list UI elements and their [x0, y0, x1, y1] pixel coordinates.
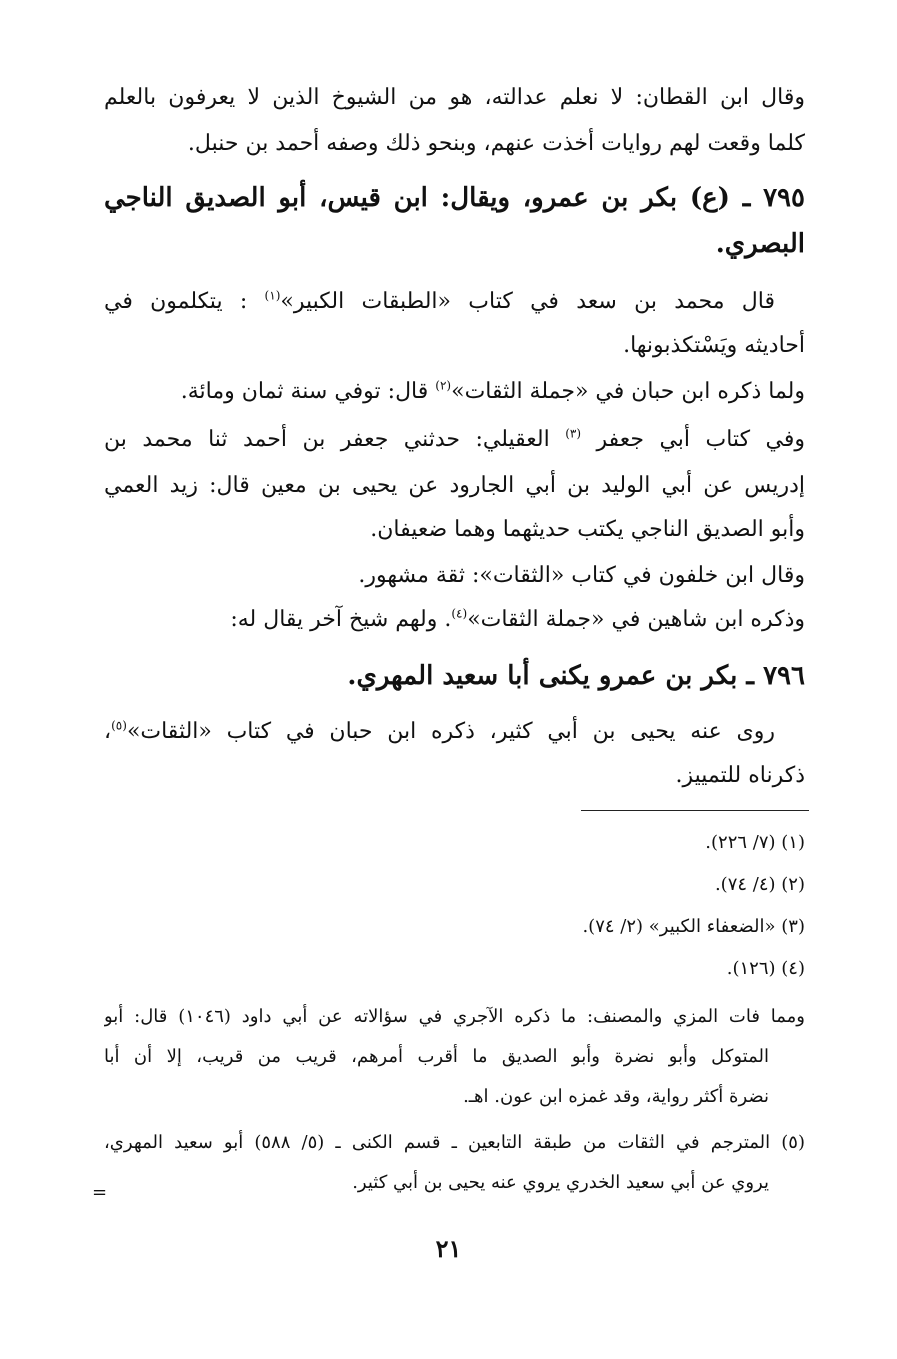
footnote-ref: (١)	[264, 288, 281, 303]
footnote-1: (١) (٧/ ٢٢٦).	[705, 832, 805, 853]
body-line	[104, 420, 805, 460]
entry-heading-795-cont: البصري.	[715, 229, 805, 259]
text: ولما ذكره ابن حبان في «جملة الثقات»	[451, 379, 805, 404]
text: : يتكلمون في	[104, 289, 248, 314]
footnote-2: (٢) (٤/ ٧٤).	[714, 874, 805, 895]
text: قال: توفي سنة ثمان ومائة.	[180, 379, 429, 404]
page-number: ٢١	[435, 1234, 462, 1263]
footnote-3: (٣) «الضعفاء الكبير» (٢/ ٧٤).	[582, 916, 805, 937]
footnote-ref: (٥)	[111, 718, 127, 733]
text: العقيلي: حدثني جعفر بن أحمد ثنا محمد بن	[104, 427, 550, 452]
text: وفي كتاب أبي جعفر	[596, 427, 805, 452]
body-line: أحاديثه ويَسْتكذبونها.	[623, 333, 805, 358]
body-line: ذكرناه للتمييز.	[675, 763, 805, 788]
entry-heading-795: ٧٩٥ ـ (ع) بكر بن عمرو، ويقال: ابن قيس، أبو الصديق الناجي	[104, 183, 805, 213]
body-line	[104, 372, 805, 412]
text: وذكره ابن شاهين في «جملة الثقات»	[467, 607, 805, 632]
text: قال محمد بن سعد في كتاب «الطبقات الكبير»	[280, 289, 775, 314]
footnote-note: نضرة أكثر رواية، وقد غمزه ابن عون. اهـ.	[463, 1086, 769, 1107]
footnote-ref: (٣)	[565, 426, 582, 441]
body-line: إدريس عن أبي الوليد بن أبي الجارود عن يحيى بن معين قال: زيد العمي	[104, 473, 805, 498]
footnote-4: (٤) (١٢٦).	[726, 958, 805, 979]
body-line: وقال ابن خلفون في كتاب «الثقات»: ثقة مشهور.	[358, 563, 805, 588]
body-line: وقال ابن القطان: لا نعلم عدالته، هو من الشيوخ الذين لا يعرفون بالعلم	[104, 85, 805, 110]
body-line	[104, 712, 775, 752]
text: ،	[104, 719, 112, 744]
footnote-5-cont: يروي عن أبي سعيد الخدري يروي عنه يحيى بن أبي كثير.	[352, 1172, 769, 1193]
body-line	[104, 600, 805, 640]
continuation-mark: =	[92, 1182, 108, 1203]
text: . ولهم شيخ آخر يقال له:	[230, 607, 452, 632]
body-line: كلما وقعت لهم روايات أخذت عنهم، وبنحو ذلك وصفه أحمد بن حنبل.	[187, 131, 805, 156]
entry-heading-796: ٧٩٦ ـ بكر بن عمرو يكنى أبا سعيد المهري.	[347, 661, 805, 691]
text: روى عنه يحيى بن أبي كثير، ذكره ابن حبان في كتاب «الثقات»	[126, 719, 775, 744]
footnote-separator	[581, 810, 809, 811]
footnote-note: المتوكل وأبو نضرة وأبو الصديق ما أقرب أمرهم، قريب من قريب، إلا أن أبا	[104, 1046, 769, 1067]
footnote-ref: (٢)	[435, 378, 452, 393]
footnote-5: (٥) المترجم في الثقات من طبقة التابعين ـ قسم الكنى ـ (٥/ ٥٨٨) أبو سعيد المهري،	[104, 1132, 805, 1153]
footnote-note: ومما فات المزي والمصنف: ما ذكره الآجري في سؤالاته عن أبي داود (١٠٤٦) قال: أبو	[104, 1006, 805, 1027]
footnote-ref: (٤)	[451, 606, 468, 621]
body-line	[104, 282, 775, 322]
body-line: وأبو الصديق الناجي يكتب حديثهما وهما ضعيفان.	[370, 517, 805, 542]
